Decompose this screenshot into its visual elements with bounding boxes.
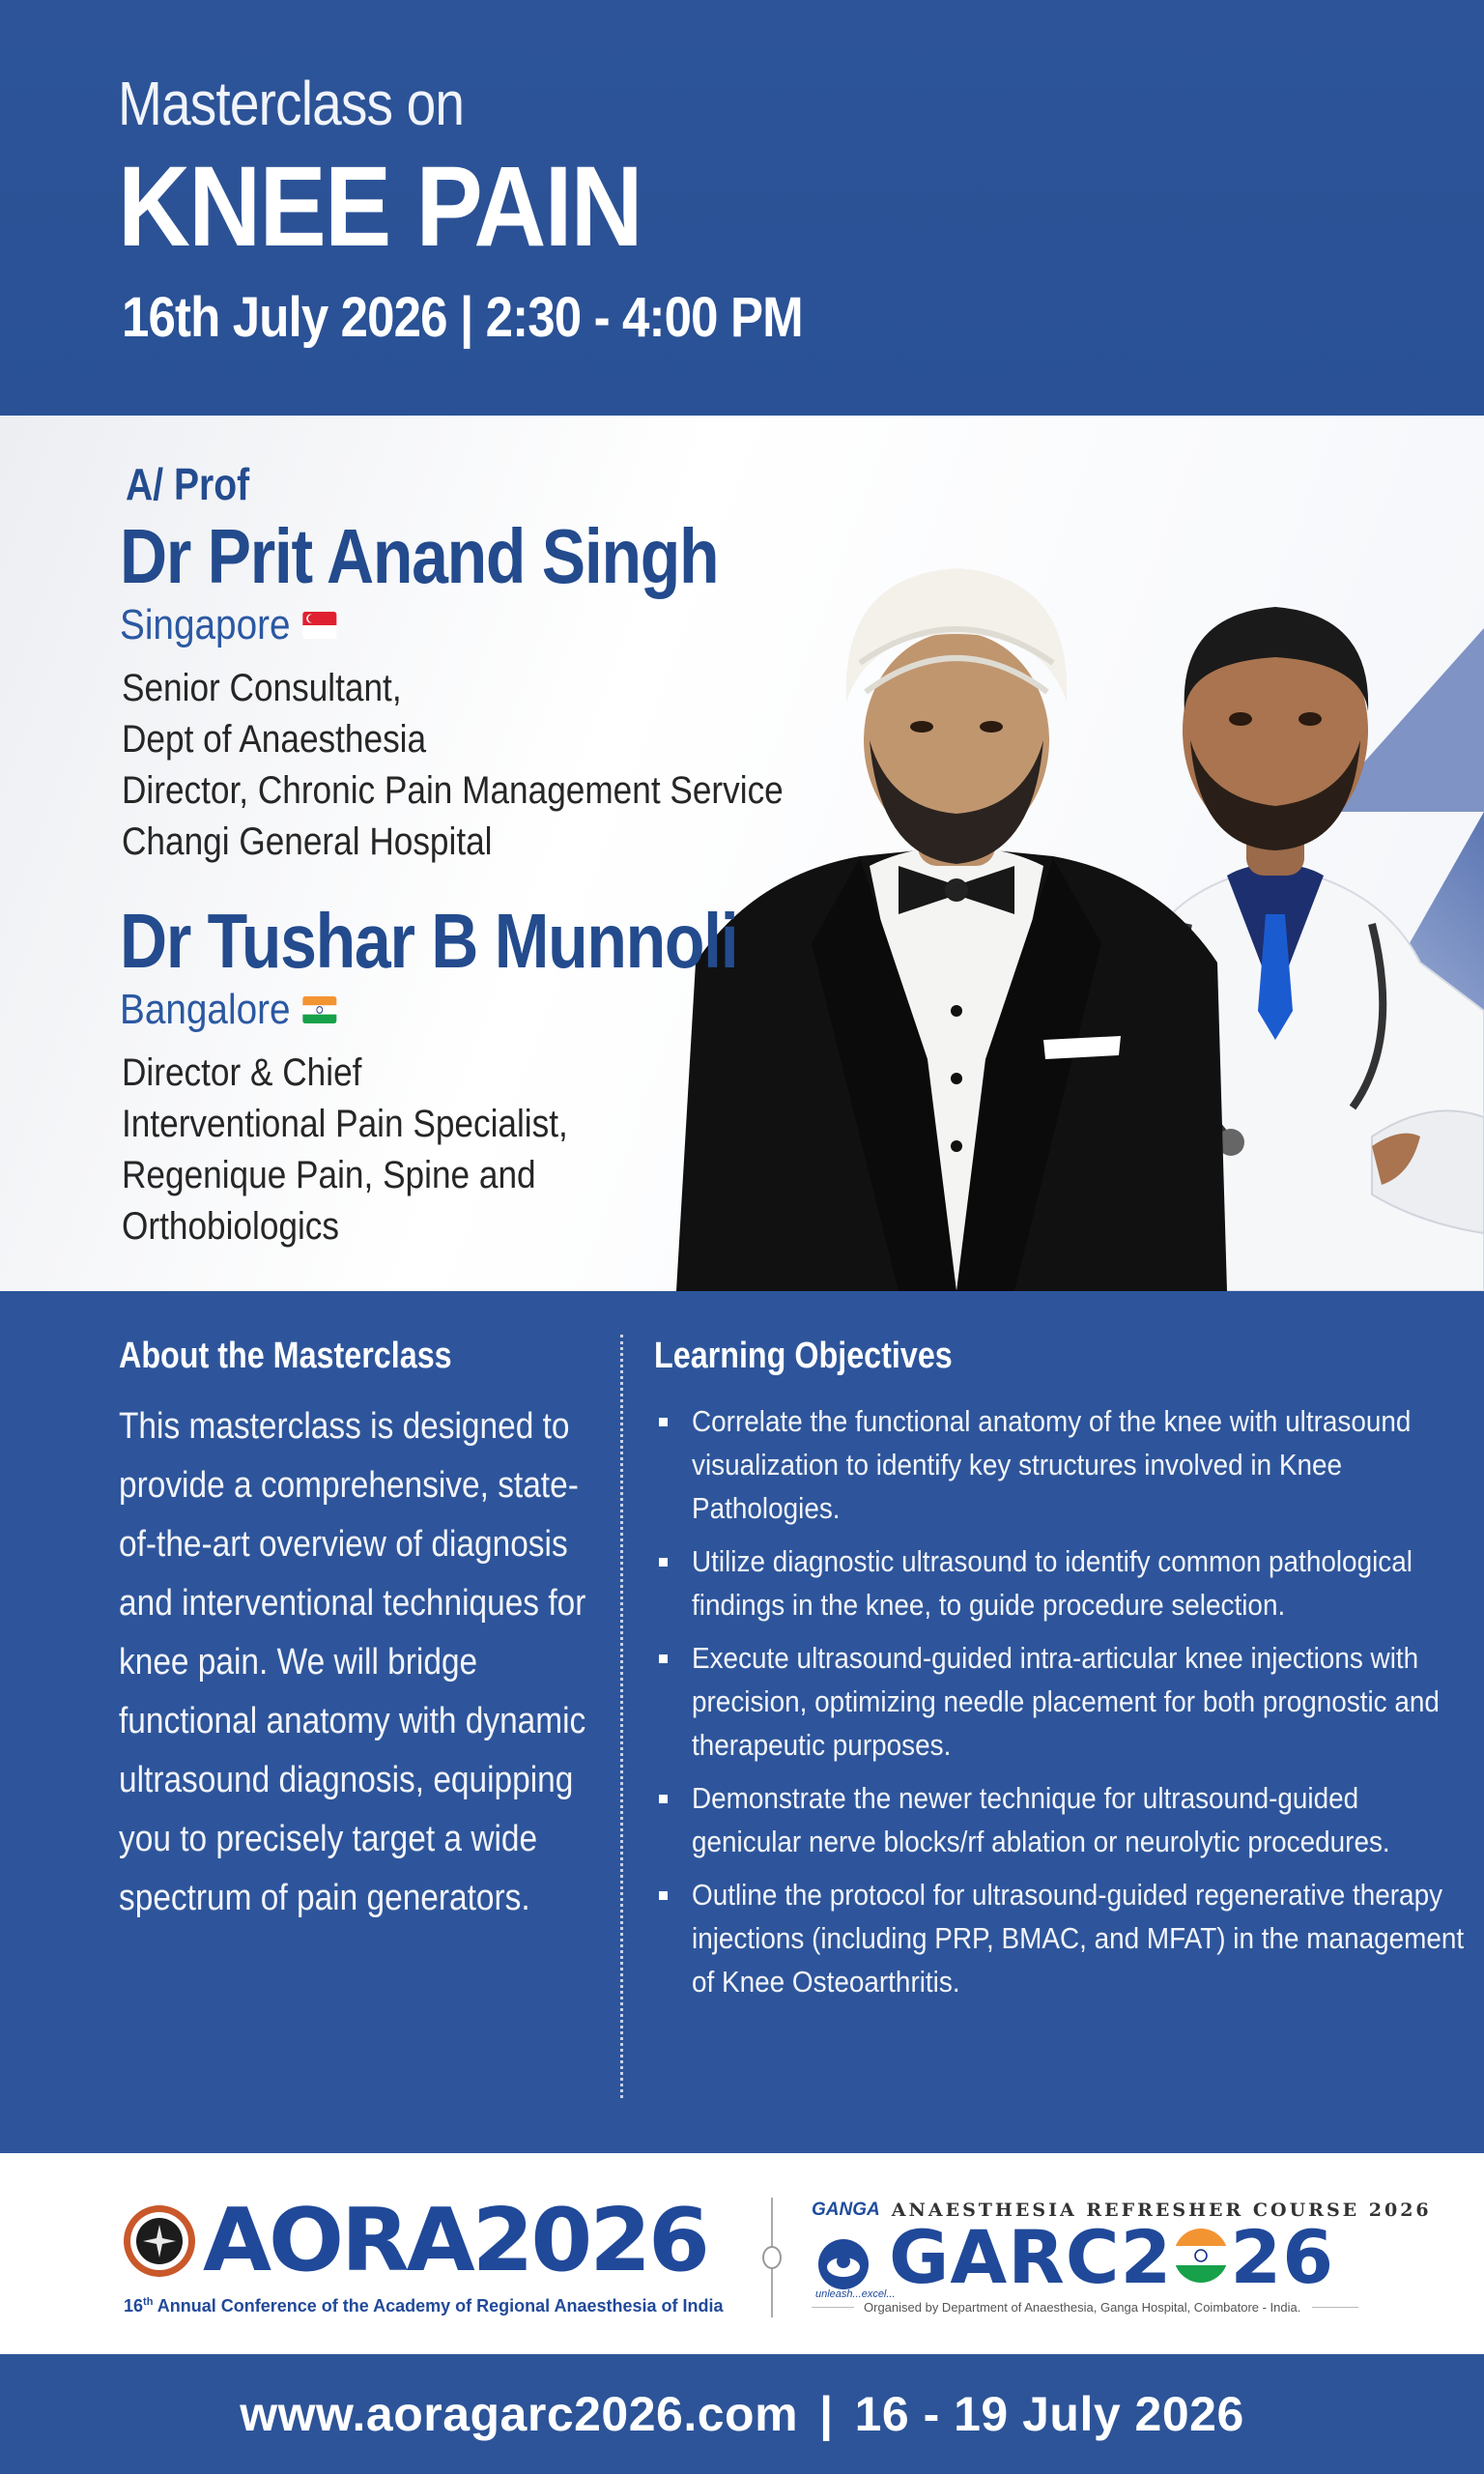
credential-line: Senior Consultant, bbox=[122, 667, 402, 709]
objectives-list bbox=[657, 1399, 1473, 2013]
about-body: This masterclass is designed to provide a comprehensive, state-of-the-art overview of diagnosis and interventional techniques for knee pain. We will bridge functional anatomy with dynamic ultrasound diagnosis, equipping you to precisely target a wide spectrum of pain generators. bbox=[119, 1406, 586, 1918]
dotted-divider bbox=[620, 1335, 623, 2098]
garc-wordmark bbox=[889, 2214, 1335, 2300]
website-link[interactable]: www.aoragarc2026.com bbox=[240, 2387, 799, 2441]
footer-text bbox=[0, 2354, 1484, 2474]
conference-dates: 16 - 19 July 2026 bbox=[854, 2387, 1244, 2441]
objective-item bbox=[657, 1539, 1473, 1626]
credential-line: Changi General Hospital bbox=[122, 820, 493, 863]
rule-line bbox=[812, 2307, 854, 2308]
india-flag-icon bbox=[302, 996, 336, 1023]
speaker-title-prefix: A/ Prof bbox=[126, 459, 250, 509]
garc-logo bbox=[812, 2200, 1432, 2325]
credential-line: Dept of Anaesthesia bbox=[122, 718, 427, 761]
india-flag-zero-icon bbox=[1172, 2227, 1230, 2285]
credential-line: Director & Chief bbox=[122, 1051, 362, 1094]
header-banner bbox=[0, 0, 1484, 416]
speaker-credentials bbox=[122, 663, 784, 868]
objective-item bbox=[657, 1636, 1473, 1767]
event-subtitle: Masterclass on bbox=[118, 69, 465, 138]
logo-separator-ornament bbox=[762, 2246, 782, 2269]
speaker-location-text: Singapore bbox=[120, 601, 291, 648]
objective-text: Execute ultrasound-guided intra-articular knee injections with precision, optimizing needle placement for both prognostic and therapeutic purposes. bbox=[692, 1641, 1440, 1762]
speaker-location bbox=[120, 601, 336, 649]
masterclass-details bbox=[0, 1291, 1484, 2153]
speaker-location bbox=[120, 986, 336, 1034]
credential-line: Orthobiologics bbox=[122, 1205, 340, 1248]
aora-ordinal: 16 bbox=[124, 2296, 144, 2316]
aora-subtitle bbox=[124, 2296, 724, 2316]
garc-wordmark-right: 26 bbox=[1230, 2214, 1335, 2300]
about-heading: About the Masterclass bbox=[119, 1336, 452, 1376]
credential-line: Interventional Pain Specialist, bbox=[122, 1103, 568, 1145]
footer-separator: | bbox=[819, 2387, 834, 2441]
credential-line: Regenique Pain, Spine and bbox=[122, 1154, 536, 1196]
aora-wordmark: AORA2026 bbox=[203, 2190, 707, 2291]
garc-tagline: unleash...excel... bbox=[815, 2288, 896, 2300]
objective-text: Demonstrate the newer technique for ultrasound-guided genicular nerve blocks/rf ablation or neurolytic procedures. bbox=[692, 1781, 1390, 1858]
garc-emblem-icon bbox=[812, 2232, 875, 2296]
objective-text: Utilize diagnostic ultrasound to identify common pathological findings in the knee, to guide procedure selection. bbox=[692, 1544, 1413, 1622]
speaker-location-text: Bangalore bbox=[120, 986, 291, 1033]
aora-subtitle-text: Annual Conference of the Academy of Regional Anaesthesia of India bbox=[153, 2296, 724, 2316]
objective-item bbox=[657, 1399, 1473, 1530]
credential-line: Director, Chronic Pain Management Service bbox=[122, 769, 784, 812]
rule-line bbox=[1312, 2307, 1358, 2308]
objective-text: Outline the protocol for ultrasound-guided regenerative therapy injections (including PRP, BMAC, and MFAT) in the management of Knee Osteoarthritis. bbox=[692, 1878, 1465, 1999]
speaker-name: Dr Prit Anand Singh bbox=[120, 513, 719, 599]
garc-wordmark-left: GARC2 bbox=[889, 2214, 1173, 2300]
objective-item bbox=[657, 1776, 1473, 1863]
objective-text: Correlate the functional anatomy of the knee with ultrasound visualization to identify key structures involved in Knee Pathologies. bbox=[692, 1404, 1412, 1525]
singapore-flag-icon bbox=[302, 612, 336, 639]
ganga-brand: GANGA bbox=[812, 2200, 880, 2220]
aora-ordinal-suffix: th bbox=[143, 2296, 154, 2308]
speakers-section bbox=[0, 416, 1484, 1291]
event-date-time: 16th July 2026 | 2:30 - 4:00 PM bbox=[122, 286, 803, 349]
garc-course-name: ANAESTHESIA REFRESHER COURSE 2026 bbox=[891, 2200, 1432, 2221]
objectives-heading: Learning Objectives bbox=[654, 1336, 953, 1376]
aora-emblem-icon bbox=[122, 2203, 197, 2279]
event-title: KNEE PAIN bbox=[118, 143, 642, 271]
speaker-credentials bbox=[122, 1048, 568, 1252]
aora-logo bbox=[122, 2190, 730, 2329]
logos-strip bbox=[0, 2153, 1484, 2354]
garc-organiser: Organised by Department of Anaesthesia, Ganga Hospital, Coimbatore - India. bbox=[864, 2300, 1301, 2315]
speaker-name: Dr Tushar B Munnoli bbox=[120, 898, 738, 984]
objective-item bbox=[657, 1873, 1473, 2003]
footer bbox=[0, 2354, 1484, 2474]
